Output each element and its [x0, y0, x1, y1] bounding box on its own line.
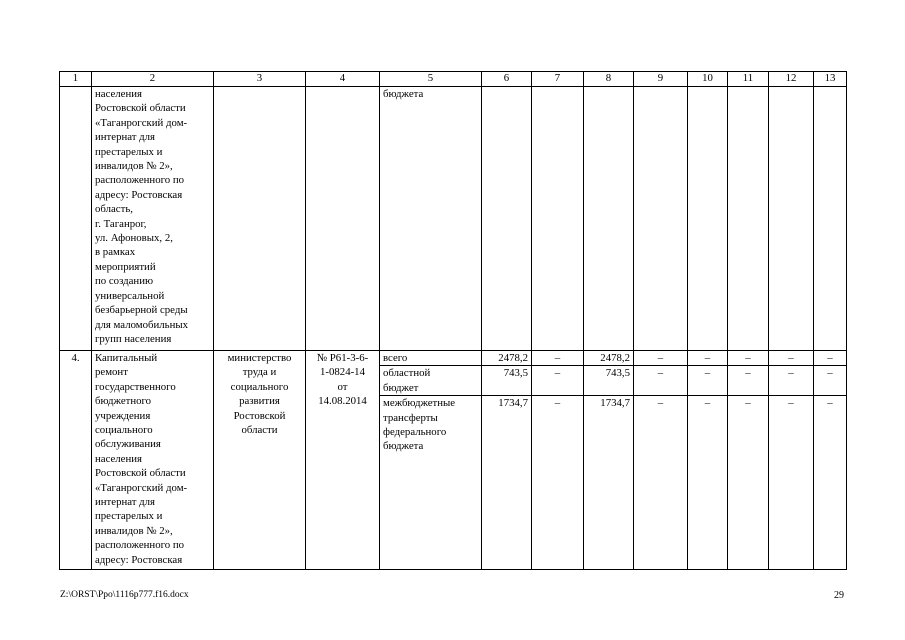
header-cell: 12	[769, 72, 814, 87]
header-cell: 11	[728, 72, 769, 87]
header-cell: 2	[92, 72, 214, 87]
value-cell	[814, 87, 847, 351]
source-label: всего	[380, 351, 482, 366]
header-cell: 8	[584, 72, 634, 87]
source-cell: бюджета	[380, 87, 482, 351]
value-cell	[688, 87, 728, 351]
value-cell: 2478,2	[482, 351, 532, 366]
value-cell: –	[688, 366, 728, 396]
header-cell: 6	[482, 72, 532, 87]
value-cell: –	[688, 396, 728, 570]
header-cell: 9	[634, 72, 688, 87]
value-cell	[532, 87, 584, 351]
value-cell: –	[814, 396, 847, 570]
value-cell: 743,5	[482, 366, 532, 396]
value-cell: –	[728, 351, 769, 366]
header-cell: 4	[306, 72, 380, 87]
executor-cell	[214, 87, 306, 351]
header-cell: 7	[532, 72, 584, 87]
value-cell: –	[728, 366, 769, 396]
header-cell: 10	[688, 72, 728, 87]
value-cell: –	[532, 396, 584, 570]
value-cell: –	[688, 351, 728, 366]
value-cell: 2478,2	[584, 351, 634, 366]
value-cell	[584, 87, 634, 351]
source-label: межбюджетные трансферты федерального бюджета	[380, 396, 482, 570]
value-cell	[482, 87, 532, 351]
table-row-4-total	[60, 351, 847, 366]
value-cell: 1734,7	[482, 396, 532, 570]
header-cell: 3	[214, 72, 306, 87]
value-cell: –	[769, 366, 814, 396]
table-row-continuation	[60, 87, 847, 351]
document-cell: № Р61-3-6- 1-0824-14 от 14.08.2014	[306, 351, 380, 570]
object-name-cell: Капитальный ремонт государственного бюджетного учреждения социального обслуживания населения Ростовской области «Таганрогский дом- интернат для престарелых и инвалидов № 2», расположенного по адресу: Ростовская	[92, 351, 214, 570]
value-cell: –	[728, 396, 769, 570]
value-cell: –	[814, 366, 847, 396]
value-cell	[769, 87, 814, 351]
value-cell: –	[769, 396, 814, 570]
value-cell: 743,5	[584, 366, 634, 396]
value-cell	[728, 87, 769, 351]
value-cell: 1734,7	[584, 396, 634, 570]
page-number: 29	[834, 590, 844, 601]
value-cell: –	[634, 366, 688, 396]
header-row	[60, 72, 847, 87]
value-cell: –	[532, 366, 584, 396]
document-cell	[306, 87, 380, 351]
object-name-cell: населения Ростовской области «Таганрогский дом- интернат для престарелых и инвалидов № 2», расположенного по адресу: Ростовская область, г. Таганрог, ул. Афоновых, 2, в рамках мероприятий по созданию универсальной безбарьерной среды для маломобильных групп населения	[92, 87, 214, 351]
value-cell: –	[814, 351, 847, 366]
value-cell: –	[769, 351, 814, 366]
source-label: областной бюджет	[380, 366, 482, 396]
value-cell: –	[532, 351, 584, 366]
executor-cell: министерство труда и социального развития Ростовской области	[214, 351, 306, 570]
num-cell	[60, 87, 92, 351]
header-cell: 1	[60, 72, 92, 87]
row-number: 4.	[60, 351, 92, 570]
value-cell: –	[634, 396, 688, 570]
header-cell: 13	[814, 72, 847, 87]
value-cell: –	[634, 351, 688, 366]
value-cell	[634, 87, 688, 351]
document-table	[59, 71, 847, 570]
file-path: Z:\ORST\Ppo\1116p777.f16.docx	[60, 590, 189, 600]
header-cell: 5	[380, 72, 482, 87]
